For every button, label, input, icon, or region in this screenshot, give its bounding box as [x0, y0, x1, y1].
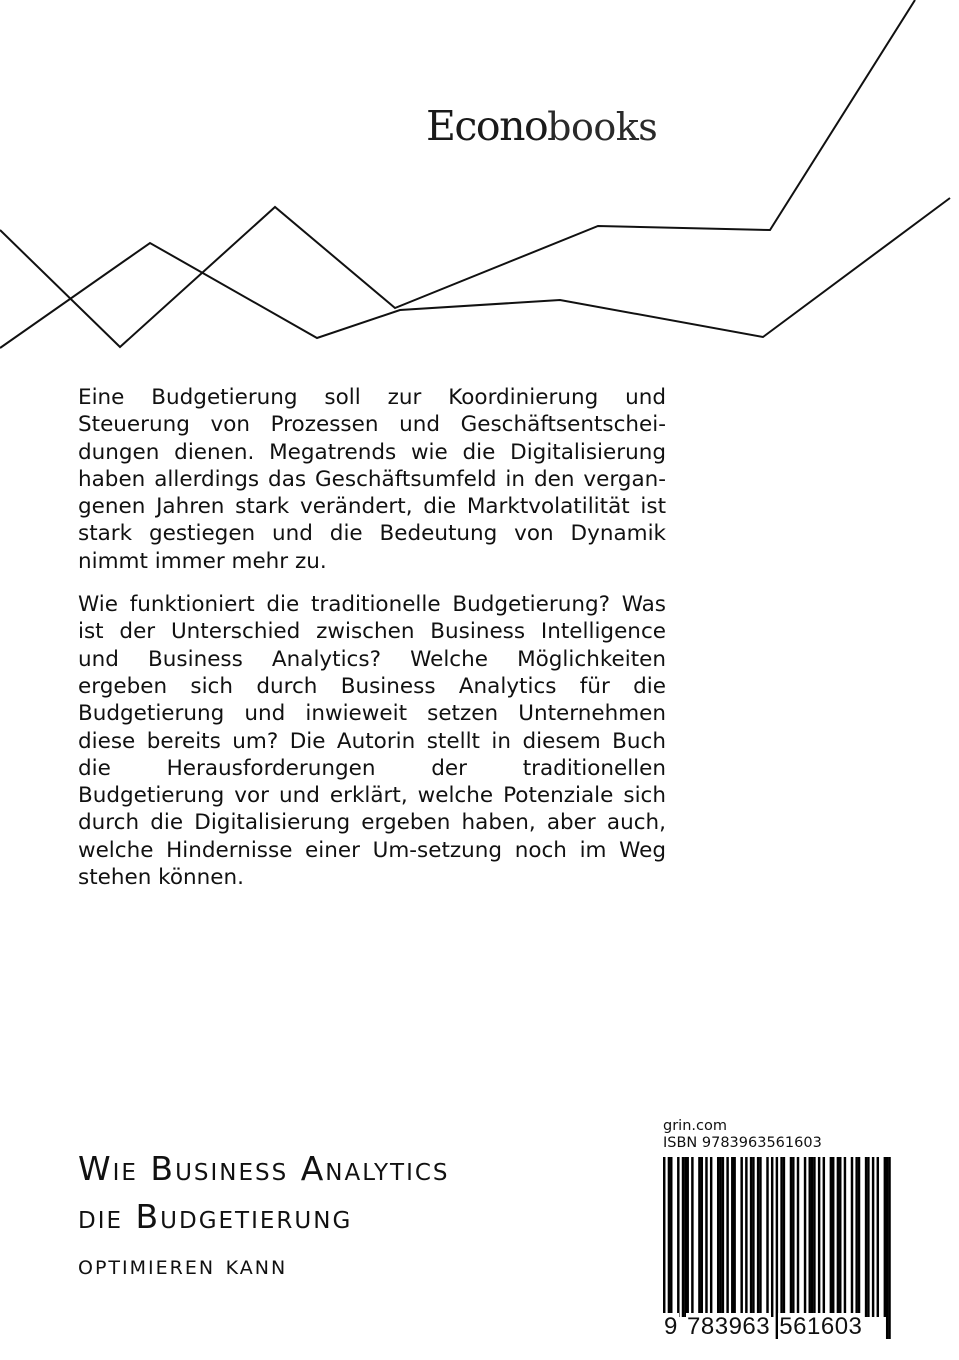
barcode-bar	[839, 1157, 841, 1317]
barcode-bar	[837, 1157, 839, 1317]
blurb-paragraph-2: Wie funktioniert die traditionelle Budgetierung? Was ist der Unterschied zwischen Business Intelligence und Business Analytics? Welche Möglichkeiten ergeben sich durch Business Analytics für die Budgetierung und inwieweit setzen Unternehmen diese bereits um? Die Autorin stellt in diesem Buch die Herausforderungen der traditionellen Budgetierung vor und erklärt, welche Potenziale sich durch die Digitalisierung ergeben haben, aber auch, welche Hindernisse einer Um-setzung noch im Weg stehen können.	[78, 592, 666, 891]
book-blurb	[78, 384, 666, 907]
barcode-bar	[877, 1157, 879, 1317]
publisher-info	[663, 1118, 893, 1152]
barcode-bar	[766, 1157, 768, 1317]
barcode-bar	[752, 1157, 754, 1317]
barcode-bar	[888, 1157, 890, 1339]
barcode-bar	[792, 1157, 794, 1317]
book-title	[78, 1145, 598, 1291]
barcode-bar	[780, 1157, 782, 1339]
barcode-bar	[830, 1157, 832, 1317]
barcode-bar	[717, 1157, 719, 1317]
barcode-bar	[811, 1157, 813, 1317]
barcode-bar	[813, 1157, 815, 1317]
title-line-2: die Budgetierung	[78, 1197, 353, 1236]
blurb-paragraph-1: Eine Budgetierung soll zur Koordinierung und Steuerung von Prozessen und Geschäftsentschei-dungen dienen. Megatrends wie die Digitalisierung haben allerdings das Geschäftsumfeld in den vergan-genen Jahren stark verändert, die Marktvolatilität ist stark gestiegen und die Bedeutung von Dynamik nimmt immer mehr zu.	[78, 385, 666, 574]
barcode-bar	[731, 1157, 733, 1317]
barcode-bar	[670, 1157, 672, 1317]
logo-part-books: books	[547, 105, 658, 149]
barcode-bar	[858, 1157, 860, 1317]
barcode-bar	[710, 1157, 712, 1317]
barcode-bar	[733, 1157, 735, 1317]
barcode-bar	[783, 1157, 785, 1317]
title-line-3: optimieren kann	[78, 1250, 288, 1281]
barcode-bar	[698, 1157, 700, 1317]
barcode-bar	[809, 1157, 811, 1317]
barcode-bar	[797, 1157, 799, 1317]
isbn-number: ISBN 9783963561603	[663, 1135, 822, 1151]
barcode-bar	[886, 1157, 888, 1339]
barcode-bar	[823, 1157, 825, 1317]
barcode-bar	[867, 1157, 869, 1317]
barcode-bar	[668, 1157, 670, 1339]
barcode-bar	[855, 1157, 857, 1317]
barcode-bar	[677, 1157, 679, 1317]
barcode-bar	[884, 1157, 886, 1317]
barcode-bar	[750, 1157, 752, 1317]
barcode-bar	[745, 1157, 747, 1317]
barcode-bar	[865, 1157, 867, 1317]
barcode-bar	[701, 1157, 703, 1317]
barcode-bar	[682, 1157, 684, 1317]
logo-part-econo: Econo	[426, 102, 548, 150]
barcode-bar	[722, 1157, 724, 1317]
barcode-bar	[705, 1157, 707, 1317]
publisher-url: grin.com	[663, 1118, 727, 1134]
barcode-bar	[686, 1157, 688, 1317]
publisher-logo	[426, 102, 658, 150]
barcode-bar	[872, 1157, 874, 1317]
barcode-bar	[771, 1157, 773, 1317]
barcode-bar	[726, 1157, 728, 1317]
barcode-bar	[844, 1157, 846, 1317]
barcode-bar	[832, 1157, 834, 1317]
barcode-bar	[691, 1157, 693, 1317]
barcode-digit-group-2: 561603	[779, 1313, 863, 1340]
barcode-digit-group-1: 783963	[687, 1313, 771, 1340]
barcode-bar	[776, 1157, 778, 1339]
barcode-bar	[790, 1157, 792, 1317]
zigzag-line-1	[0, 0, 915, 347]
barcode-digits	[663, 1313, 863, 1341]
barcode-bar	[851, 1157, 853, 1317]
barcode-bar	[740, 1157, 742, 1317]
barcode-bar	[818, 1157, 820, 1317]
barcode-bar	[684, 1157, 686, 1317]
title-line-1: Wie Business Analytics	[78, 1149, 450, 1188]
barcode-digit-first: 9	[664, 1313, 678, 1340]
barcode-bar	[663, 1157, 665, 1339]
barcode-bar	[759, 1157, 761, 1317]
barcode-bar	[719, 1157, 721, 1317]
barcode-bar	[804, 1157, 806, 1317]
barcode-bar	[757, 1157, 759, 1317]
